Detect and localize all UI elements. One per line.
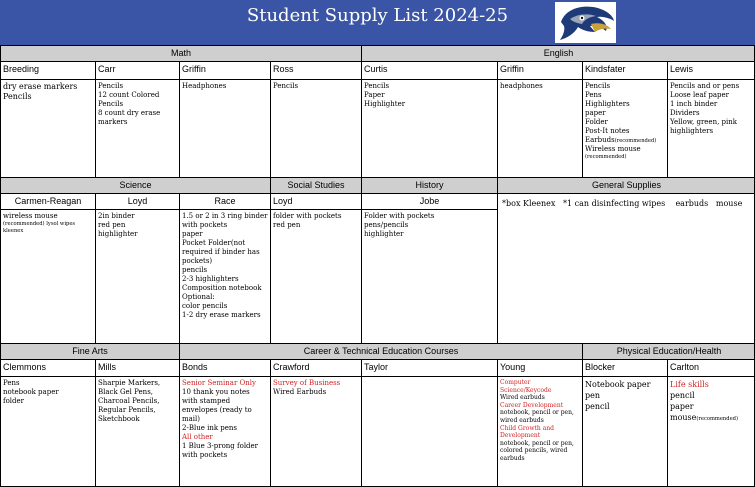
list-item: 12 count Colored bbox=[98, 91, 160, 99]
list-item bbox=[585, 136, 667, 145]
list-item: Pens bbox=[3, 379, 20, 387]
list-item: color pencils bbox=[182, 302, 228, 310]
list-item: 2in binder bbox=[98, 212, 135, 220]
teacher-loyd-science: Loyd bbox=[95, 193, 179, 209]
supplies-loyd-social-studies bbox=[270, 209, 361, 343]
list-item: 2-Blue ink pens bbox=[182, 424, 238, 432]
list-item: Sketchbook bbox=[98, 415, 140, 423]
supplies-griffin-english bbox=[497, 79, 582, 177]
supplies-ross bbox=[270, 79, 361, 177]
supplies-breeding bbox=[0, 79, 95, 177]
course-title: Survey of Business bbox=[273, 379, 341, 387]
list-item: 2-3 highlighters bbox=[182, 275, 239, 283]
list-item: Pencils bbox=[98, 82, 124, 90]
teacher-clemmons: Clemmons bbox=[0, 359, 95, 376]
supplies-taylor bbox=[361, 376, 497, 487]
list-item: highlighters bbox=[670, 127, 714, 135]
supplies-loyd-science bbox=[95, 209, 179, 343]
list-item: markers bbox=[98, 118, 128, 126]
teacher-griffin-math: Griffin bbox=[179, 61, 270, 79]
list-item: Wireless mouse bbox=[585, 145, 641, 153]
list-item: Pencils bbox=[273, 82, 299, 90]
supplies-clemmons bbox=[0, 376, 95, 487]
list-item: pencil bbox=[670, 391, 695, 400]
teacher-jobe: Jobe bbox=[361, 193, 497, 209]
section-math: Math bbox=[0, 45, 361, 61]
section-science: Science bbox=[0, 177, 270, 193]
supplies-bonds bbox=[179, 376, 270, 487]
list-item: 8 count dry erase bbox=[98, 109, 161, 117]
section-career-technical: Career & Technical Education Courses bbox=[179, 343, 582, 359]
course-title: Computer bbox=[500, 379, 531, 386]
list-item: 1 Blue 3-prong folder bbox=[182, 442, 259, 450]
teacher-young: Young bbox=[497, 359, 582, 376]
list-item: Yellow, green, pink bbox=[670, 118, 737, 126]
list-item: pens/pencils bbox=[364, 221, 409, 229]
list-item: folder bbox=[3, 397, 25, 405]
list-item: paper bbox=[670, 402, 694, 411]
list-item: folder with pockets bbox=[273, 212, 342, 220]
list-item: Pencils bbox=[3, 92, 32, 101]
teacher-race: Race bbox=[179, 193, 270, 209]
teacher-blocker: Blocker bbox=[582, 359, 667, 376]
eagle-logo-icon bbox=[555, 2, 616, 43]
list-item: Optional: bbox=[182, 293, 215, 301]
section-social-studies: Social Studies bbox=[270, 177, 361, 193]
list-item: Notebook paper bbox=[585, 380, 651, 389]
teacher-kindsfater: Kindsfater bbox=[582, 61, 667, 79]
list-item: notebook, pencil or pen, bbox=[500, 409, 574, 417]
list-item: earbuds bbox=[675, 199, 709, 208]
course-title: Science/Keycode bbox=[500, 386, 552, 394]
list-item: highlighter bbox=[98, 230, 138, 238]
list-item: Pencils bbox=[98, 100, 124, 108]
teacher-carr: Carr bbox=[95, 61, 179, 79]
list-item: dry erase markers bbox=[3, 82, 78, 91]
section-general-supplies: General Supplies bbox=[497, 177, 755, 193]
list-item: red pen bbox=[98, 221, 126, 229]
supplies-carr bbox=[95, 79, 179, 177]
list-item: required if binder has bbox=[182, 248, 260, 256]
teacher-bonds: Bonds bbox=[179, 359, 270, 376]
list-item: Loose leaf paper bbox=[670, 91, 730, 99]
list-item: paper bbox=[585, 109, 606, 117]
list-item: kleenex bbox=[3, 228, 24, 234]
supplies-young bbox=[497, 376, 582, 487]
teacher-curtis: Curtis bbox=[361, 61, 497, 79]
teacher-taylor: Taylor bbox=[361, 359, 497, 376]
list-item: highlighter bbox=[364, 230, 404, 238]
teacher-carlton: Carlton bbox=[667, 359, 755, 376]
list-item: Paper bbox=[364, 91, 385, 99]
list-item: 1-2 dry erase markers bbox=[182, 311, 261, 319]
supplies-race bbox=[179, 209, 270, 343]
recommended-note: (recommended) bbox=[614, 138, 657, 144]
list-item: *box Kleenex bbox=[502, 199, 556, 208]
list-item: Pencils bbox=[364, 82, 390, 90]
teacher-griffin-english: Griffin bbox=[497, 61, 582, 79]
section-pe-health: Physical Education/Health bbox=[582, 343, 755, 359]
list-item: Dividers bbox=[670, 109, 700, 117]
list-item: Pencils bbox=[585, 82, 611, 90]
list-item: Folder bbox=[585, 118, 608, 126]
teacher-carmen-reagan: Carmen-Reagan bbox=[0, 193, 95, 209]
list-item: *1 can disinfecting wipes bbox=[563, 199, 666, 208]
supplies-carmen-reagan bbox=[0, 209, 95, 343]
list-item: with pockets bbox=[182, 451, 228, 459]
list-item: pockets) bbox=[182, 257, 213, 265]
list-item: Pocket Folder(not bbox=[182, 239, 246, 247]
list-item: Wired Earbuds bbox=[273, 388, 327, 396]
supplies-kindsfater bbox=[582, 79, 667, 177]
page-title: Student Supply List 2024-25 bbox=[246, 5, 509, 26]
list-item: wireless mouse bbox=[3, 212, 58, 220]
course-title: Development bbox=[500, 432, 541, 440]
list-item: pencil bbox=[585, 402, 610, 411]
supplies-jobe bbox=[361, 209, 497, 343]
list-item: envelopes (ready to bbox=[182, 406, 252, 414]
supplies-lewis bbox=[667, 79, 755, 177]
list-item: Sharpie Markers, bbox=[98, 379, 161, 387]
course-title: Senior Seminar Only bbox=[182, 379, 256, 387]
list-item: Regular Pencils, bbox=[98, 406, 156, 414]
list-item: Wired earbuds bbox=[500, 394, 545, 402]
section-history: History bbox=[361, 177, 497, 193]
list-item: red pen bbox=[273, 221, 301, 229]
supplies-blocker bbox=[582, 376, 667, 487]
course-title: Life skills bbox=[670, 380, 709, 389]
list-item: 10 thank you notes bbox=[182, 388, 250, 396]
list-item: mail) bbox=[182, 415, 201, 423]
list-item: Black Gel Pens, bbox=[98, 388, 154, 396]
course-title: Career Development bbox=[500, 401, 564, 409]
supplies-crawford bbox=[270, 376, 361, 487]
list-item: colored pencils, wired bbox=[500, 447, 568, 455]
supplies-mills bbox=[95, 376, 179, 487]
teacher-crawford: Crawford bbox=[270, 359, 361, 376]
list-item: pencils bbox=[182, 266, 208, 274]
teacher-ross: Ross bbox=[270, 61, 361, 79]
list-item: Pencils and or pens bbox=[670, 82, 740, 90]
list-item: 1.5 or 2 in 3 ring binder bbox=[182, 212, 268, 220]
list-item: Highlighter bbox=[364, 100, 406, 108]
course-title: Child Growth and bbox=[500, 424, 554, 432]
list-item: Pens bbox=[585, 91, 602, 99]
list-item: notebook, pencil or pen, bbox=[500, 439, 574, 447]
list-item-text: mouse bbox=[670, 413, 697, 422]
list-item: Post-It notes bbox=[585, 127, 630, 135]
section-fine-arts: Fine Arts bbox=[0, 343, 179, 359]
list-item: Composition notebook bbox=[182, 284, 262, 292]
list-item: with pockets bbox=[182, 221, 228, 229]
teacher-lewis: Lewis bbox=[667, 61, 755, 79]
supplies-carlton bbox=[667, 376, 755, 487]
teacher-breeding: Breeding bbox=[0, 61, 95, 79]
list-item: Highlighters bbox=[585, 100, 630, 108]
list-item-text: Earbuds bbox=[585, 136, 615, 144]
list-item: paper bbox=[182, 230, 203, 238]
list-item: wired earbuds bbox=[500, 416, 544, 424]
supplies-griffin-math bbox=[179, 79, 270, 177]
course-title: All other bbox=[182, 433, 213, 441]
teacher-mills: Mills bbox=[95, 359, 179, 376]
recommended-note: (recommended) lysol wipes bbox=[3, 221, 76, 227]
list-item bbox=[670, 412, 755, 423]
list-item: notebook paper bbox=[3, 388, 59, 396]
list-item: Charcoal Pencils, bbox=[98, 397, 160, 405]
recommended-note: (recommended) bbox=[696, 416, 738, 422]
list-item: mouse bbox=[715, 199, 743, 208]
recommended-note: (recommended) bbox=[585, 154, 627, 160]
list-item: headphones bbox=[500, 82, 543, 90]
list-item: with stamped bbox=[182, 397, 231, 405]
list-item: pen bbox=[585, 391, 601, 400]
supplies-curtis bbox=[361, 79, 497, 177]
general-supplies-list bbox=[497, 193, 755, 343]
teacher-loyd-social-studies: Loyd bbox=[270, 193, 361, 209]
list-item: 1 inch binder bbox=[670, 100, 718, 108]
list-item: earbuds bbox=[500, 454, 525, 462]
list-item: Folder with pockets bbox=[364, 212, 435, 220]
list-item: Headphones bbox=[182, 82, 227, 90]
section-english: English bbox=[361, 45, 755, 61]
